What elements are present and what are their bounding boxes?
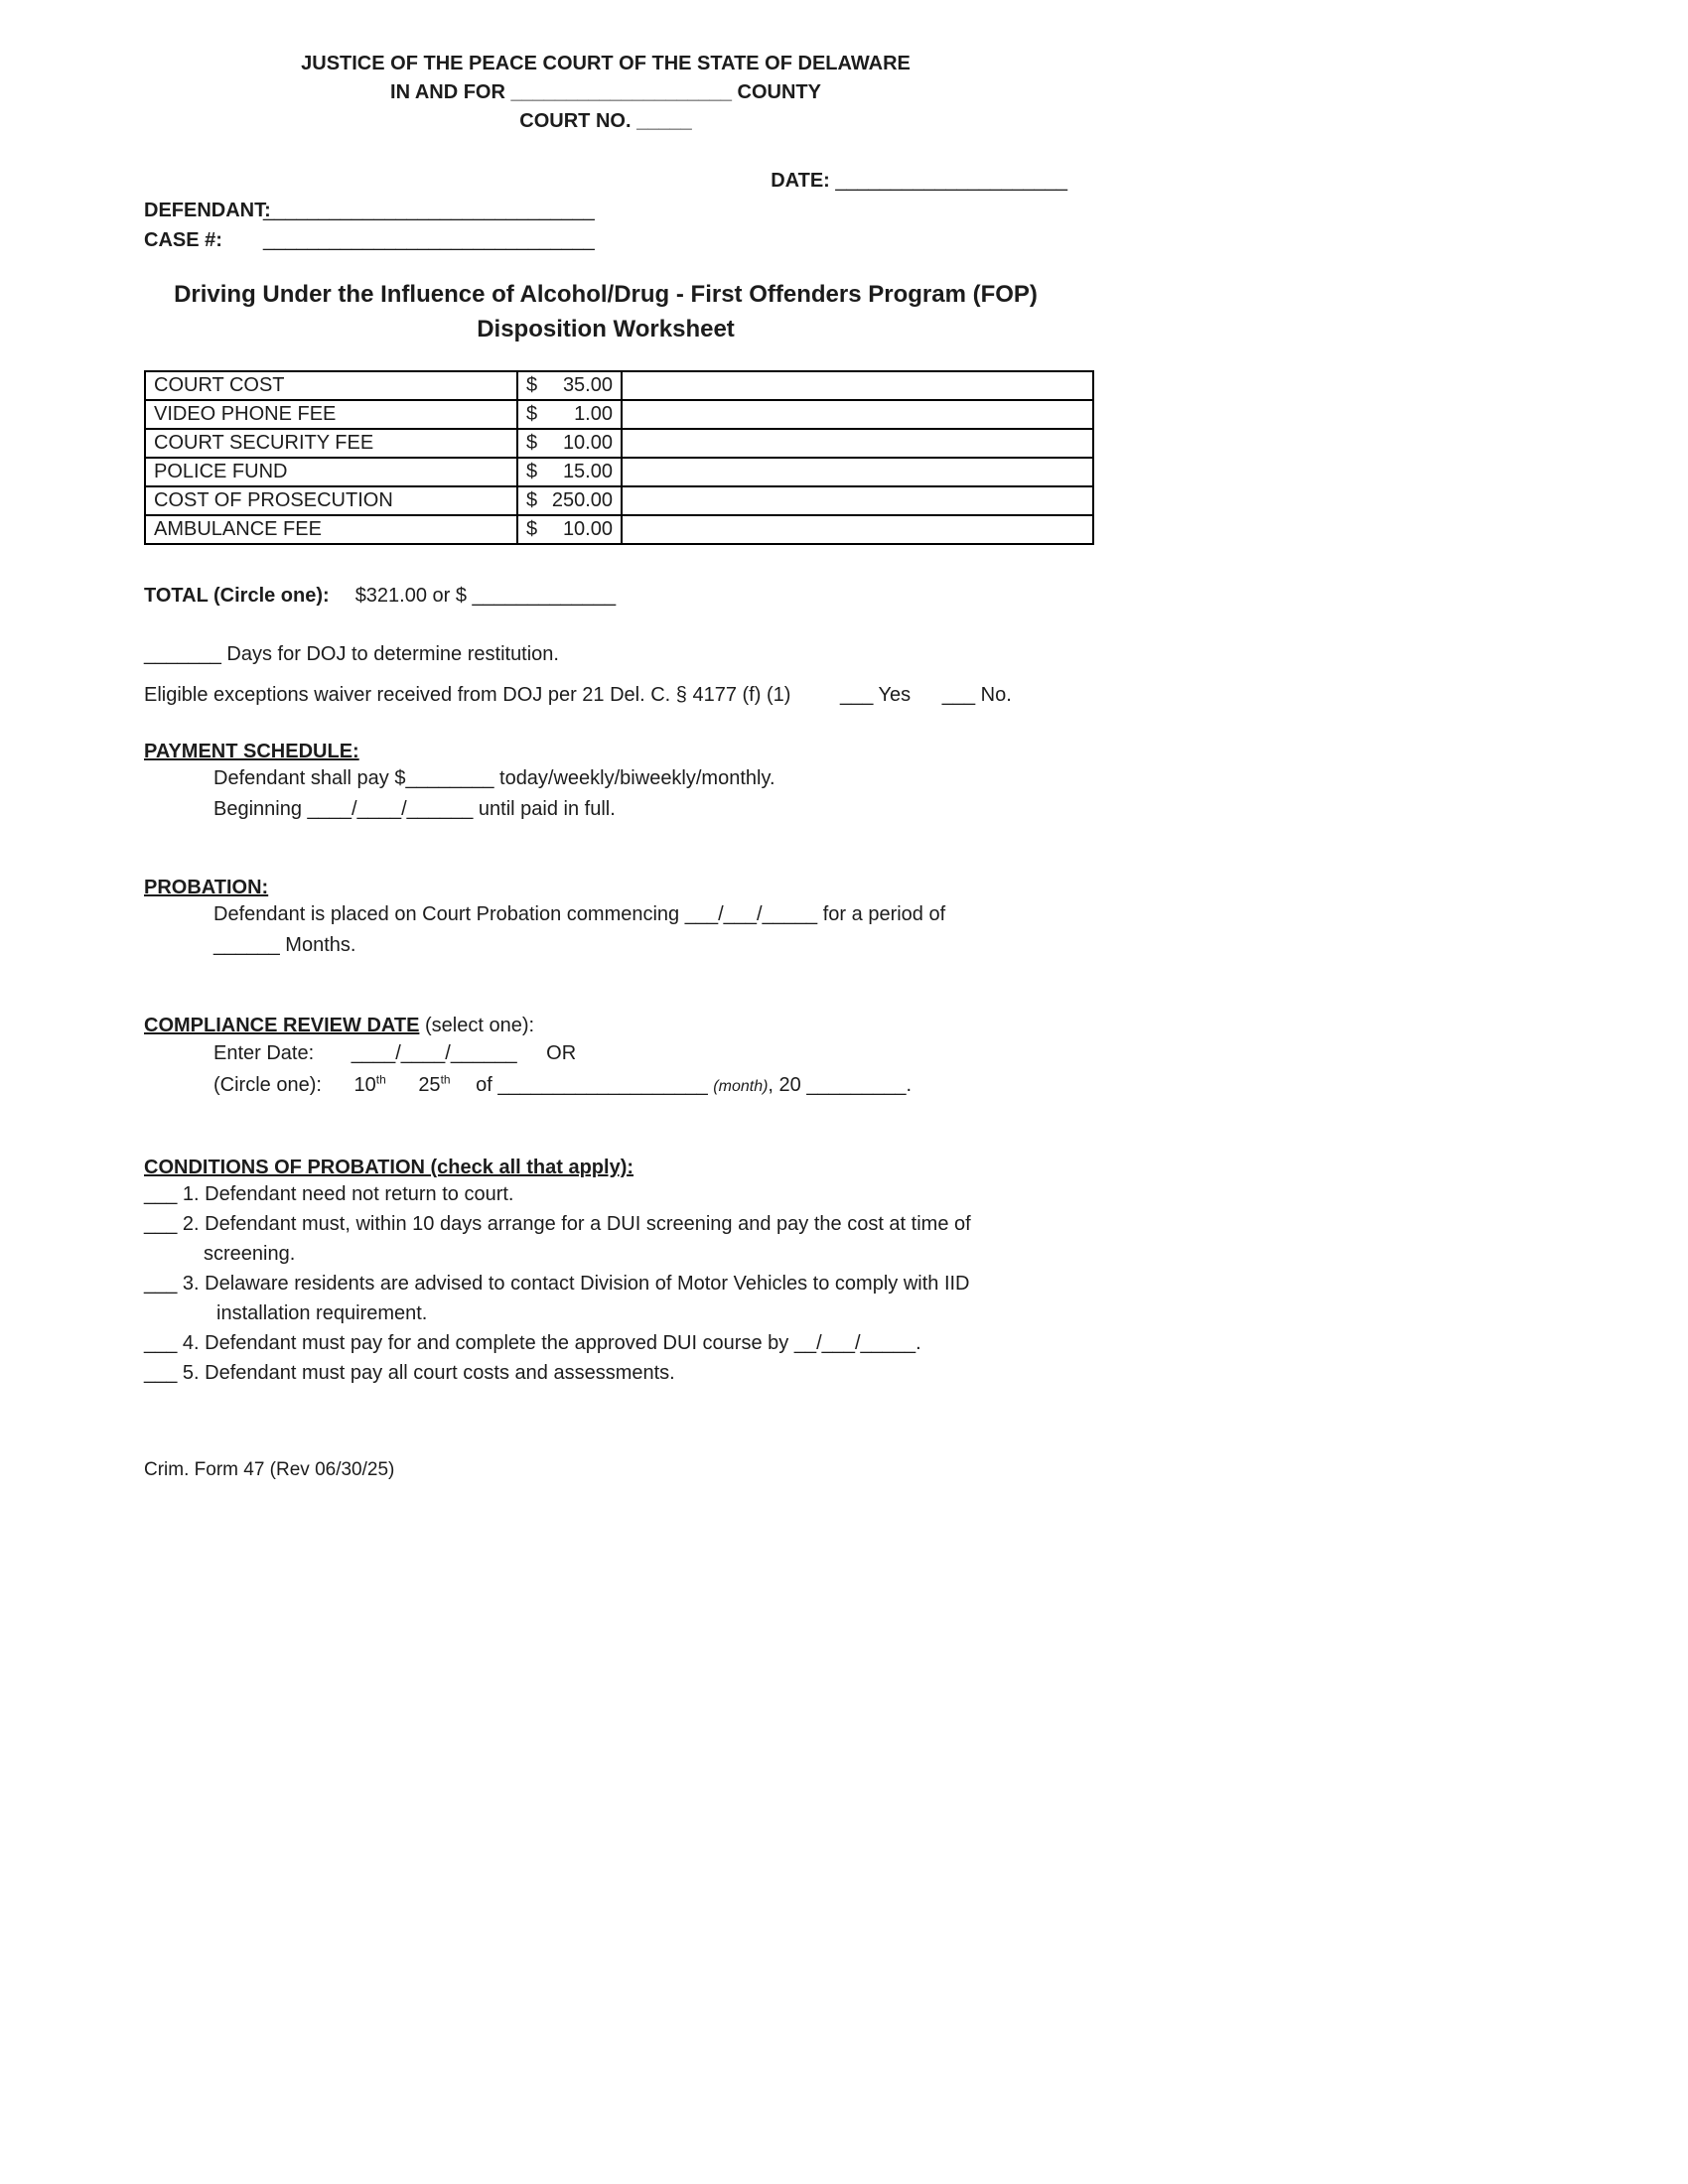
court-name: JUSTICE OF THE PEACE COURT OF THE STATE OF DELAWARE	[301, 53, 911, 74]
in-and-for-text: IN AND FOR	[390, 81, 505, 103]
circle-one-label: (Circle one):	[213, 1074, 322, 1096]
day-10: 10	[353, 1074, 376, 1096]
fee-note-cell	[622, 486, 1093, 515]
fee-amount-cell	[517, 458, 622, 486]
fee-amount: 250.00	[551, 489, 613, 511]
conditions-heading: CONDITIONS OF PROBATION (check all that apply):	[144, 1157, 634, 1178]
case-info-block	[144, 166, 1067, 255]
total-line	[144, 585, 1067, 608]
condition-item-3-continued: installation requirement.	[216, 1302, 428, 1324]
form-title-line1: Driving Under the Influence of Alcohol/Drug - First Offenders Program (FOP)	[174, 281, 1038, 308]
month-note: (month)	[713, 1078, 769, 1095]
payment-amount-line: Defendant shall pay $________ today/weekly/biweekly/monthly.	[213, 767, 775, 789]
form-title	[144, 277, 1067, 346]
fee-note-cell	[622, 429, 1093, 458]
waiver-text: Eligible exceptions waiver received from DOJ per 21	[144, 684, 605, 706]
fee-item-label: POLICE FUND	[145, 458, 517, 486]
condition-item-1: ___ 1. Defendant need not return to court.	[144, 1183, 514, 1205]
fee-note-cell	[622, 371, 1093, 400]
compliance-enter-date-line	[213, 1037, 1067, 1069]
table-row	[145, 515, 1093, 544]
conditions-section	[144, 1157, 1067, 1388]
county-text: COUNTY	[737, 81, 821, 103]
fee-amount-cell	[517, 429, 622, 458]
restitution-line: _______ Days for DOJ to determine restitution.	[144, 643, 559, 665]
total-value: $321.00 or $ _____________	[354, 585, 617, 607]
county-blank: ____________________	[510, 81, 732, 103]
condition-item-5: ___ 5. Defendant must pay all court costs and assessments.	[144, 1362, 675, 1384]
payment-schedule-section	[144, 741, 1067, 825]
fee-amount: 35.00	[562, 374, 613, 396]
year-blank: , 20 _________.	[768, 1074, 913, 1096]
or-text: OR	[546, 1042, 577, 1064]
fee-item-label: COURT SECURITY FEE	[145, 429, 517, 458]
condition-item-2: ___ 2. Defendant must, within 10 days arrange for a DUI screening and pay the cost at time of	[144, 1213, 971, 1235]
fee-amount-cell	[517, 400, 622, 429]
compliance-heading	[144, 1015, 1067, 1037]
condition-item-3: ___ 3. Delaware residents are advised to contact Division of Motor Vehicles to comply with IID	[144, 1273, 970, 1295]
probation-section	[144, 877, 1067, 961]
currency-sign: $	[526, 461, 538, 482]
defendant-label: DEFENDANT:	[144, 200, 271, 221]
table-row	[145, 486, 1093, 515]
day-10-suffix: th	[375, 1072, 386, 1087]
day-option-10th	[353, 1074, 385, 1096]
fee-item-label: VIDEO PHONE FEE	[145, 400, 517, 429]
fee-amount-cell	[517, 371, 622, 400]
citation-text: Del. C.	[610, 684, 671, 706]
table-row	[145, 429, 1093, 458]
currency-sign: $	[526, 374, 538, 396]
currency-sign: $	[526, 489, 538, 511]
fee-note-cell	[622, 458, 1093, 486]
court-header	[144, 0, 1067, 136]
case-number-blank: ______________________________	[263, 229, 595, 251]
no-checkbox-blank: ___ No.	[941, 684, 1012, 706]
court-number-line	[144, 107, 1067, 136]
defendant-row	[144, 196, 1067, 225]
fee-amount-cell	[517, 486, 622, 515]
defendant-blank: ______________________________	[263, 200, 595, 221]
date-label: DATE:	[771, 170, 830, 192]
table-row	[145, 371, 1093, 400]
compliance-heading-main: COMPLIANCE REVIEW DATE	[144, 1015, 420, 1036]
compliance-heading-sub: (select one):	[424, 1015, 535, 1036]
yes-checkbox-blank: ___ Yes	[839, 684, 912, 706]
month-blank: ___________________	[497, 1074, 708, 1096]
total-label: TOTAL (Circle one):	[144, 585, 330, 607]
form-footer: Crim. Form 47 (Rev 06/30/25)	[144, 1459, 395, 1480]
fee-item-label: COURT COST	[145, 371, 517, 400]
case-number-row	[144, 225, 1067, 255]
date-row	[144, 166, 1067, 196]
waiver-line	[144, 684, 1067, 707]
day-25-suffix: th	[440, 1072, 451, 1087]
fee-amount: 15.00	[562, 461, 613, 482]
court-no-label: COURT NO.	[519, 110, 632, 132]
fee-amount: 10.00	[562, 432, 613, 454]
day-option-25th	[418, 1074, 450, 1096]
of-text: of	[476, 1074, 492, 1096]
payment-schedule-heading: PAYMENT SCHEDULE:	[144, 741, 359, 762]
condition-item-4: ___ 4. Defendant must pay for and complete the approved DUI course by __/___/_____.	[144, 1332, 921, 1354]
fee-amount: 10.00	[562, 518, 613, 540]
court-no-blank: _____	[636, 110, 692, 132]
fees-table	[144, 370, 1094, 545]
currency-sign: $	[526, 432, 538, 454]
compliance-section	[144, 1015, 1067, 1103]
fee-item-label: COST OF PROSECUTION	[145, 486, 517, 515]
statute-text: § 4177 (f) (1)	[675, 684, 791, 706]
enter-date-blank: ____/____/______	[351, 1042, 517, 1064]
day-25: 25	[418, 1074, 441, 1096]
currency-sign: $	[526, 518, 538, 540]
condition-item-2-continued: screening.	[204, 1243, 296, 1265]
fee-note-cell	[622, 400, 1093, 429]
probation-months-line: ______ Months.	[213, 934, 356, 956]
fee-item-label: AMBULANCE FEE	[145, 515, 517, 544]
probation-commencing-line: Defendant is placed on Court Probation commencing ___/___/_____ for a period of	[213, 903, 946, 925]
fee-amount: 1.00	[574, 403, 613, 425]
form-title-line2: Disposition Worksheet	[477, 316, 735, 342]
case-number-label: CASE #:	[144, 229, 222, 251]
fee-note-cell	[622, 515, 1093, 544]
court-county-line	[144, 78, 1067, 107]
payment-begin-line: Beginning ____/____/______ until paid in full.	[213, 798, 616, 820]
date-blank: _____________________	[835, 170, 1067, 192]
table-row	[145, 400, 1093, 429]
currency-sign: $	[526, 403, 538, 425]
probation-heading: PROBATION:	[144, 877, 269, 898]
table-row	[145, 458, 1093, 486]
fee-amount-cell	[517, 515, 622, 544]
compliance-circle-line	[213, 1069, 1067, 1103]
enter-date-label: Enter Date:	[213, 1042, 315, 1064]
